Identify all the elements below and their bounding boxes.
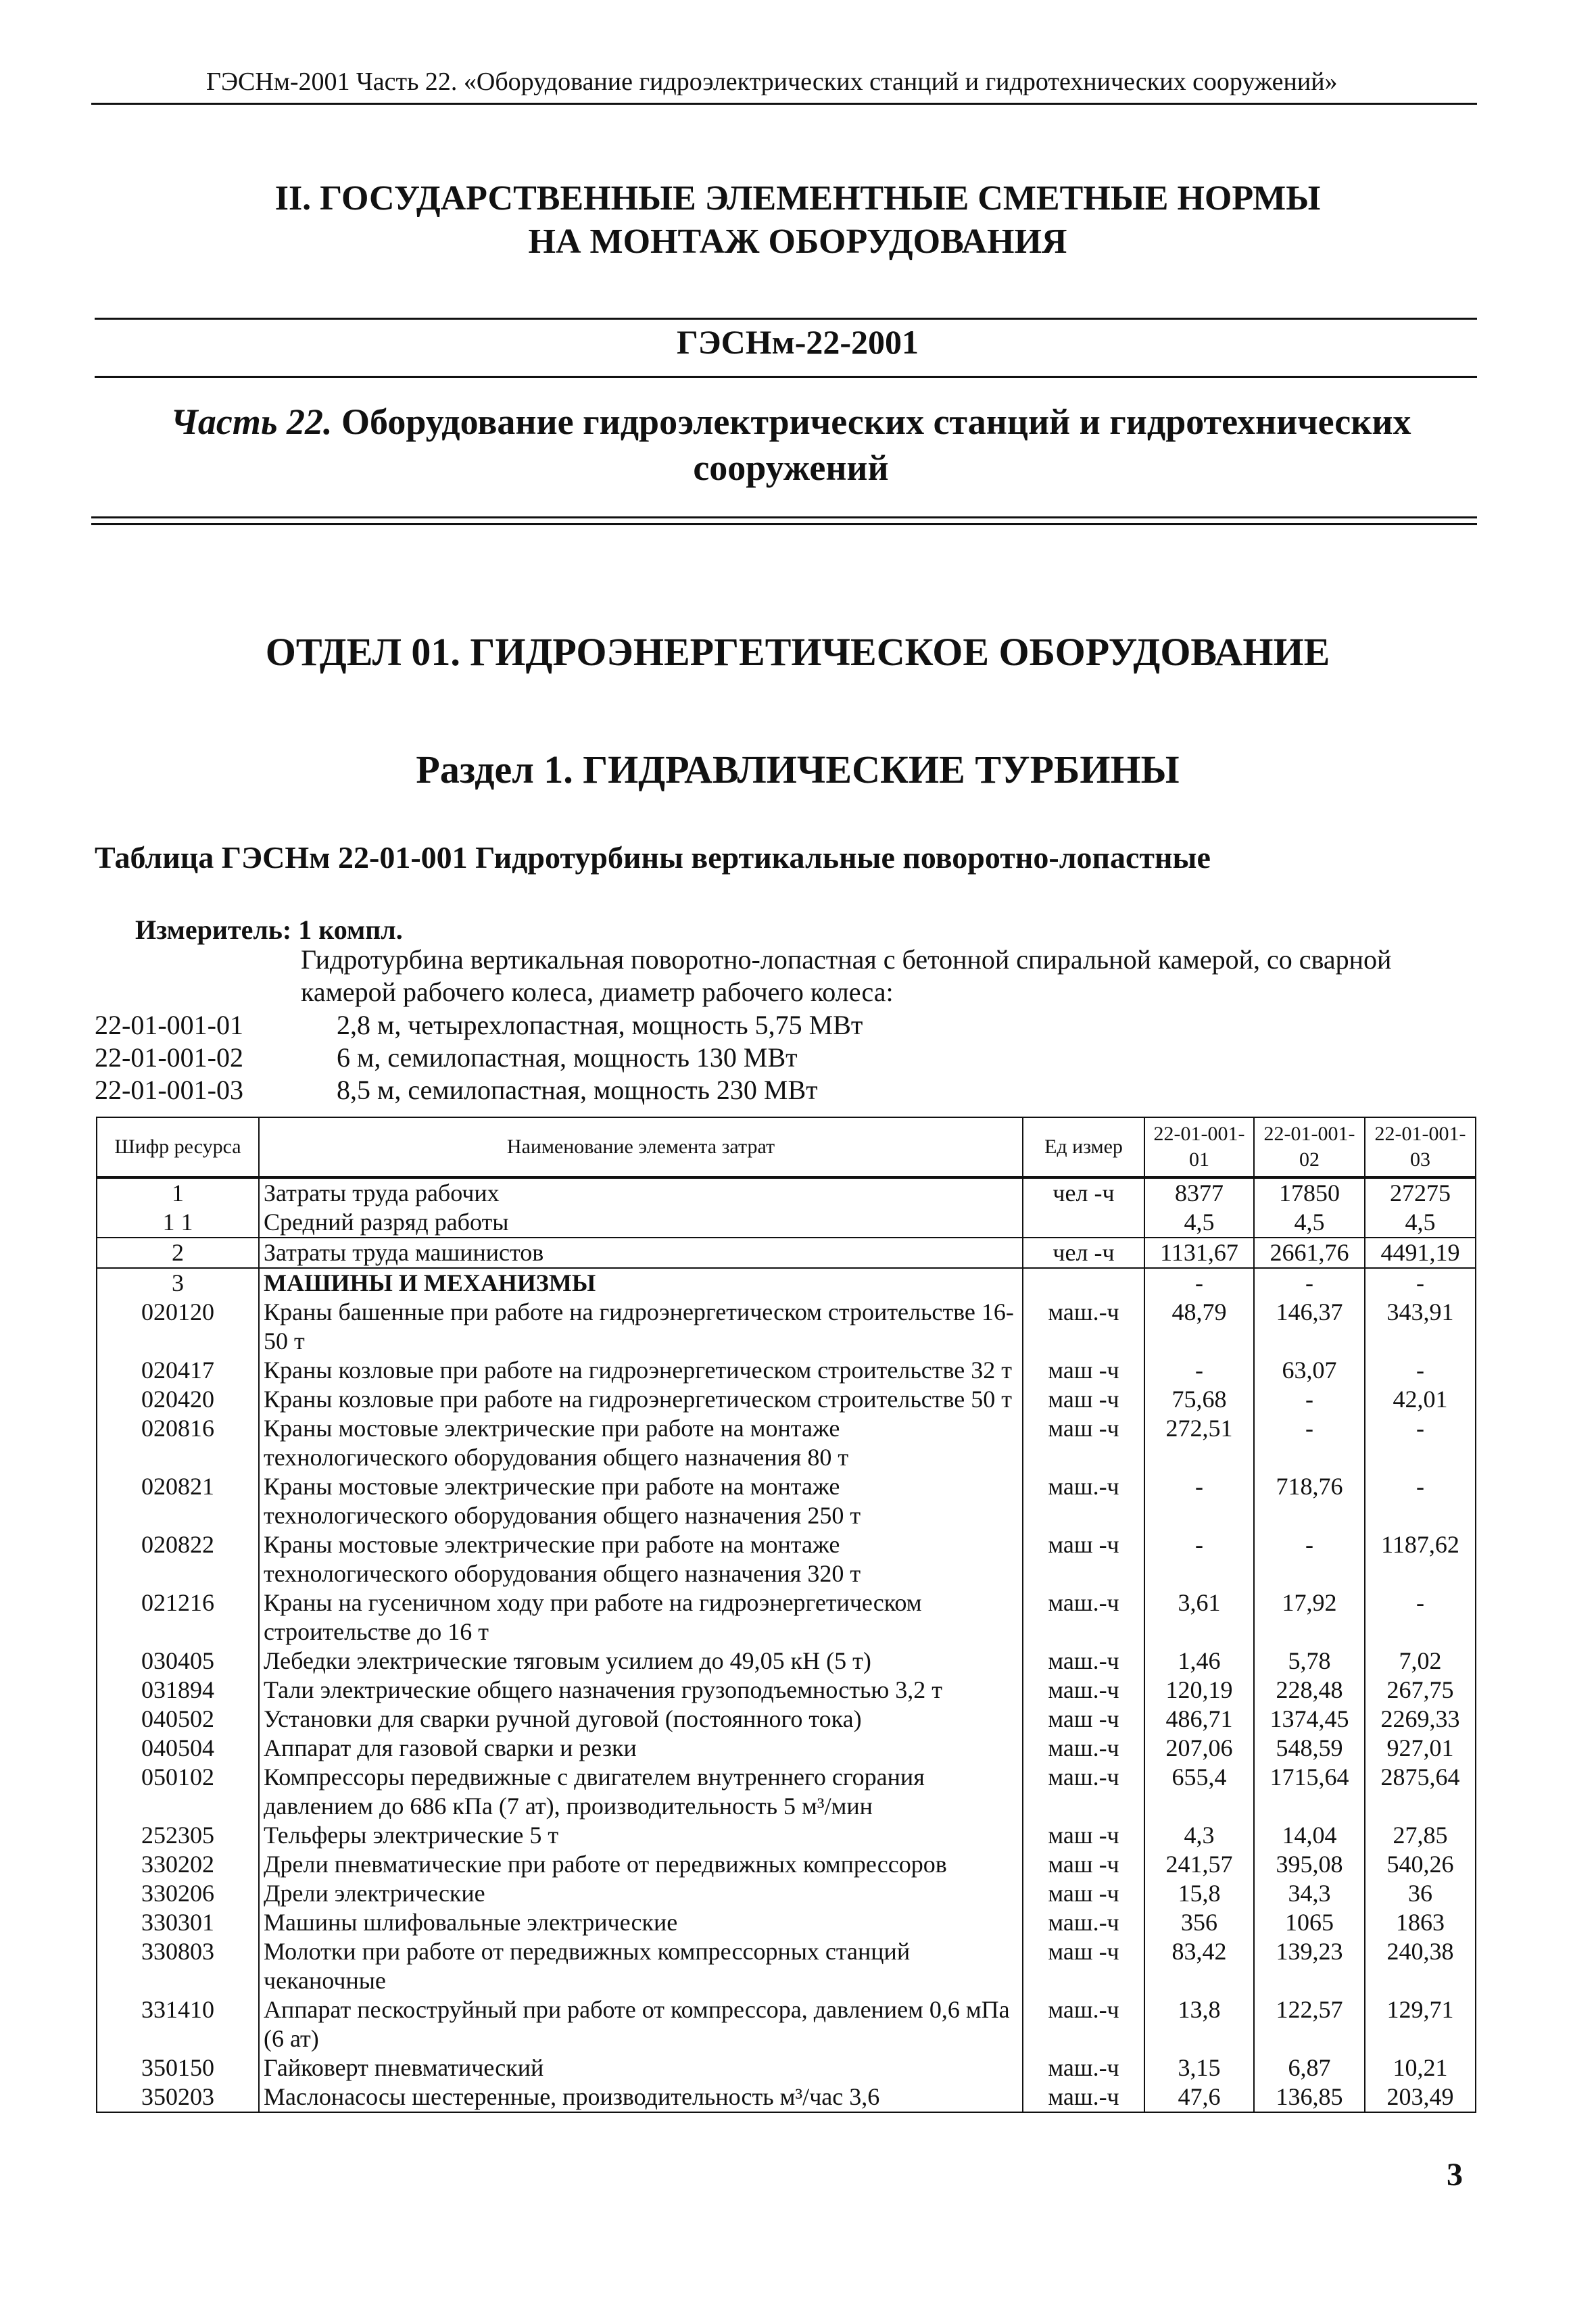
value-variant-01: 1131,67 [1144,1238,1254,1268]
resource-name: Установки для сварки ручной дуговой (постоянного тока) [259,1705,1023,1734]
value-variant-02: 122,57 [1254,1995,1365,2053]
resource-code: 1 1 [97,1208,259,1238]
value-variant-01: 120,19 [1144,1676,1254,1705]
section-title: Раздел 1. ГИДРАВЛИЧЕСКИЕ ТУРБИНЫ [416,748,1180,791]
table-row [97,1995,1476,2053]
header-variant-01: 22-01-001-01 [1144,1117,1254,1177]
resource-unit: маш.-ч [1023,1588,1144,1647]
resource-code: 030405 [97,1647,259,1676]
part-rule-top [91,516,1477,518]
table-row [97,1763,1476,1821]
resource-code: 2 [97,1238,259,1268]
resource-code: 031894 [97,1676,259,1705]
value-variant-02: 17,92 [1254,1588,1365,1647]
variant-item [95,1074,1487,1106]
resource-name: Тельферы электрические 5 т [259,1821,1023,1850]
table-row [97,1414,1476,1472]
value-variant-03: - [1365,1268,1476,1298]
table-row [97,1298,1476,1356]
resource-name: Средний разряд работы [259,1208,1023,1238]
resource-name: Дрели электрические [259,1879,1023,1908]
resource-unit: чел -ч [1023,1238,1144,1268]
value-variant-01: 48,79 [1144,1298,1254,1356]
resource-name: Маслонасосы шестеренные, производительность м³/час 3,6 [259,2082,1023,2112]
value-variant-02: - [1254,1530,1365,1588]
running-header: ГЭСНм-2001 Часть 22. «Оборудование гидроэлектрических станций и гидротехнических сооружений» [206,68,1338,96]
meter-line: Измеритель: 1 компл. [135,915,403,945]
resource-name: Молотки при работе от передвижных компрессорных станций чеканочные [259,1937,1023,1995]
variant-text: 8,5 м, семилопастная, мощность 230 МВт [337,1075,818,1105]
variant-text: 6 м, семилопастная, мощность 130 МВт [337,1042,798,1073]
value-variant-03: 927,01 [1365,1734,1476,1763]
value-variant-02: 718,76 [1254,1472,1365,1530]
value-variant-02: 395,08 [1254,1850,1365,1879]
value-variant-02: 139,23 [1254,1937,1365,1995]
header-cost-element: Наименование элемента затрат [259,1117,1023,1177]
resource-name: Краны мостовые электрические при работе на монтаже технологического оборудования общего назначения 80 т [259,1414,1023,1472]
value-variant-02: 136,85 [1254,2082,1365,2112]
value-variant-02: 14,04 [1254,1821,1365,1850]
resource-name: Затраты труда машинистов [259,1238,1023,1268]
value-variant-02: 4,5 [1254,1208,1365,1238]
resource-name: Машины шлифовальные электрические [259,1908,1023,1937]
resource-name: Гайковерт пневматический [259,2053,1023,2082]
resource-name: Краны мостовые электрические при работе на монтаже технологического оборудования общего назначения 250 т [259,1472,1023,1530]
value-variant-01: 655,4 [1144,1763,1254,1821]
main-title-line-2: НА МОНТАЖ ОБОРУДОВАНИЯ [528,222,1067,261]
value-variant-03: 240,38 [1365,1937,1476,1995]
resource-unit: маш.-ч [1023,1995,1144,2053]
resource-code: 331410 [97,1995,259,2053]
value-variant-03: - [1365,1414,1476,1472]
resource-unit: маш.-ч [1023,1472,1144,1530]
value-variant-02: 1065 [1254,1908,1365,1937]
value-variant-01: - [1144,1530,1254,1588]
value-variant-03: 129,71 [1365,1995,1476,2053]
table-row [97,1530,1476,1588]
resource-unit [1023,1268,1144,1298]
value-variant-03: 7,02 [1365,1647,1476,1676]
page-number: 3 [1447,2157,1463,2193]
resource-name: Лебедки электрические тяговым усилием до 49,05 кН (5 т) [259,1647,1023,1676]
resource-unit: чел -ч [1023,1177,1144,1208]
value-variant-02: - [1254,1385,1365,1414]
value-variant-03: 2875,64 [1365,1763,1476,1821]
resource-code: 350203 [97,2082,259,2112]
part-title [101,399,1480,491]
value-variant-02: 1374,45 [1254,1705,1365,1734]
table-row [97,1472,1476,1530]
value-variant-01: 486,71 [1144,1705,1254,1734]
resource-unit: маш.-ч [1023,1908,1144,1937]
value-variant-03: 540,26 [1365,1850,1476,1879]
table-row [97,1734,1476,1763]
resource-code: 252305 [97,1821,259,1850]
table-row [97,1676,1476,1705]
table-row [97,1705,1476,1734]
resource-unit: маш -ч [1023,1850,1144,1879]
resource-name: Краны козловые при работе на гидроэнергетическом строительстве 50 т [259,1385,1023,1414]
value-variant-03: 42,01 [1365,1385,1476,1414]
value-variant-02: 34,3 [1254,1879,1365,1908]
resource-unit: маш -ч [1023,1821,1144,1850]
resource-name: Краны козловые при работе на гидроэнергетическом строительстве 32 т [259,1356,1023,1385]
table-row [97,1908,1476,1937]
value-variant-03: 27,85 [1365,1821,1476,1850]
resource-code: 330301 [97,1908,259,1937]
variant-code: 22-01-001-01 [95,1010,243,1040]
value-variant-03: 2269,33 [1365,1705,1476,1734]
resource-unit: маш.-ч [1023,2053,1144,2082]
value-variant-01: 356 [1144,1908,1254,1937]
value-variant-02: 2661,76 [1254,1238,1365,1268]
resource-code: 330206 [97,1879,259,1908]
part-text: Оборудование гидроэлектрических станций и гидротехнических сооружений [341,401,1411,488]
resource-name: Тали электрические общего назначения грузоподъемностью 3,2 т [259,1676,1023,1705]
resource-name: Дрели пневматические при работе от передвижных компрессоров [259,1850,1023,1879]
code-rule-bottom [95,376,1477,378]
value-variant-01: 4,3 [1144,1821,1254,1850]
department-title: ОТДЕЛ 01. ГИДРОЭНЕРГЕТИЧЕСКОЕ ОБОРУДОВАНИЕ [265,630,1330,674]
resource-unit [1023,1208,1144,1238]
resource-unit: маш.-ч [1023,1763,1144,1821]
value-variant-03: 4,5 [1365,1208,1476,1238]
resource-code: 350150 [97,2053,259,2082]
value-variant-03: - [1365,1356,1476,1385]
resource-unit: маш -ч [1023,1530,1144,1588]
value-variant-01: 47,6 [1144,2082,1254,2112]
resource-name: Аппарат для газовой сварки и резки [259,1734,1023,1763]
resource-unit: маш -ч [1023,1705,1144,1734]
resource-name: Компрессоры передвижные с двигателем внутреннего сгорания давлением до 686 кПа (7 ат), производительность 5 м³/мин [259,1763,1023,1821]
value-variant-01: - [1144,1268,1254,1298]
resource-code: 021216 [97,1588,259,1647]
part-label: Часть 22. [170,401,333,442]
variant-text: 2,8 м, четырехлопастная, мощность 5,75 МВт [337,1010,863,1040]
header-resource-code: Шифр ресурса [97,1117,259,1177]
table-row [97,1356,1476,1385]
table-row [97,1588,1476,1647]
value-variant-03: 267,75 [1365,1676,1476,1705]
header-unit: Ед измер [1023,1117,1144,1177]
variant-item [95,1009,1487,1042]
value-variant-02: 63,07 [1254,1356,1365,1385]
resource-code: 020120 [97,1298,259,1356]
part-rule-bottom [91,523,1477,525]
value-variant-03: 27275 [1365,1177,1476,1208]
resource-name: Краны башенные при работе на гидроэнергетическом строительстве 16-50 т [259,1298,1023,1356]
resource-unit: маш.-ч [1023,1647,1144,1676]
header-variant-03: 22-01-001-03 [1365,1117,1476,1177]
table-row [97,1268,1476,1298]
table-row [97,1850,1476,1879]
main-title-line-1: II. ГОСУДАРСТВЕННЫЕ ЭЛЕМЕНТНЫЕ СМЕТНЫЕ НОРМЫ [274,179,1321,218]
resource-code: 050102 [97,1763,259,1821]
value-variant-02: 6,87 [1254,2053,1365,2082]
resource-code: 040502 [97,1705,259,1734]
value-variant-03: 1187,62 [1365,1530,1476,1588]
code-rule-top [95,318,1477,320]
resource-unit: маш -ч [1023,1414,1144,1472]
value-variant-03: 343,91 [1365,1298,1476,1356]
resource-unit: маш -ч [1023,1356,1144,1385]
value-variant-03: 36 [1365,1879,1476,1908]
resource-code: 020816 [97,1414,259,1472]
value-variant-01: 15,8 [1144,1879,1254,1908]
table-row [97,1821,1476,1850]
resource-code: 040504 [97,1734,259,1763]
table-body [97,1177,1476,2112]
resource-unit: маш -ч [1023,1879,1144,1908]
value-variant-02: 146,37 [1254,1298,1365,1356]
resource-unit: маш.-ч [1023,2082,1144,2112]
resource-unit: маш -ч [1023,1937,1144,1995]
value-variant-01: 3,15 [1144,2053,1254,2082]
value-variant-03: - [1365,1472,1476,1530]
norms-table [96,1117,1476,2113]
resource-name: Краны мостовые электрические при работе на монтаже технологического оборудования общего назначения 320 т [259,1530,1023,1588]
value-variant-01: 272,51 [1144,1414,1254,1472]
value-variant-02: 548,59 [1254,1734,1365,1763]
resource-code: 330202 [97,1850,259,1879]
table-title: Таблица ГЭСНм 22-01-001 Гидротурбины вертикальные поворотно-лопастные [95,840,1211,875]
value-variant-03: 1863 [1365,1908,1476,1937]
intro-text: Гидротурбина вертикальная поворотно-лопастная с бетонной спиральной камерой, со сварной камерой рабочего колеса, диаметр рабочего колеса: [301,944,1392,1007]
table-row [97,1208,1476,1238]
value-variant-01: 207,06 [1144,1734,1254,1763]
value-variant-03: 4491,19 [1365,1238,1476,1268]
table-row [97,1238,1476,1268]
value-variant-01: - [1144,1356,1254,1385]
value-variant-01: 8377 [1144,1177,1254,1208]
table-header-row [97,1117,1476,1177]
resource-unit: маш -ч [1023,1385,1144,1414]
variant-code: 22-01-001-02 [95,1042,243,1073]
value-variant-02: 228,48 [1254,1676,1365,1705]
resource-code: 020822 [97,1530,259,1588]
main-title [88,177,1507,264]
resource-name: Затраты труда рабочих [259,1177,1023,1208]
header-variant-02: 22-01-001-02 [1254,1117,1365,1177]
variant-item [95,1042,1487,1074]
value-variant-01: 241,57 [1144,1850,1254,1879]
value-variant-03: 10,21 [1365,2053,1476,2082]
variant-code: 22-01-001-03 [95,1075,243,1105]
resource-unit: маш.-ч [1023,1298,1144,1356]
table-row [97,1647,1476,1676]
table-row [97,1879,1476,1908]
table-row [97,2053,1476,2082]
table-row [97,1937,1476,1995]
resource-code: 330803 [97,1937,259,1995]
value-variant-02: - [1254,1268,1365,1298]
value-variant-01: 13,8 [1144,1995,1254,2053]
table-row [97,1385,1476,1414]
header-rule [91,103,1477,105]
value-variant-01: 75,68 [1144,1385,1254,1414]
value-variant-02: 17850 [1254,1177,1365,1208]
value-variant-01: 4,5 [1144,1208,1254,1238]
value-variant-01: 3,61 [1144,1588,1254,1647]
resource-code: 020821 [97,1472,259,1530]
resource-code: 020420 [97,1385,259,1414]
table-row [97,2082,1476,2112]
resource-name: Краны на гусеничном ходу при работе на гидроэнергетическом строительстве до 16 т [259,1588,1023,1647]
table-row [97,1177,1476,1208]
norm-code-title: ГЭСНм-22-2001 [676,323,919,361]
resource-code: 3 [97,1268,259,1298]
resource-unit: маш.-ч [1023,1734,1144,1763]
resource-name: Аппарат пескоструйный при работе от компрессора, давлением 0,6 мПа (6 ат) [259,1995,1023,2053]
value-variant-03: - [1365,1588,1476,1647]
value-variant-02: 1715,64 [1254,1763,1365,1821]
resource-code: 1 [97,1177,259,1208]
resource-unit: маш.-ч [1023,1676,1144,1705]
value-variant-03: 203,49 [1365,2082,1476,2112]
value-variant-01: 1,46 [1144,1647,1254,1676]
resource-name: МАШИНЫ И МЕХАНИЗМЫ [259,1268,1023,1298]
resource-code: 020417 [97,1356,259,1385]
value-variant-02: - [1254,1414,1365,1472]
value-variant-01: - [1144,1472,1254,1530]
value-variant-01: 83,42 [1144,1937,1254,1995]
value-variant-02: 5,78 [1254,1647,1365,1676]
